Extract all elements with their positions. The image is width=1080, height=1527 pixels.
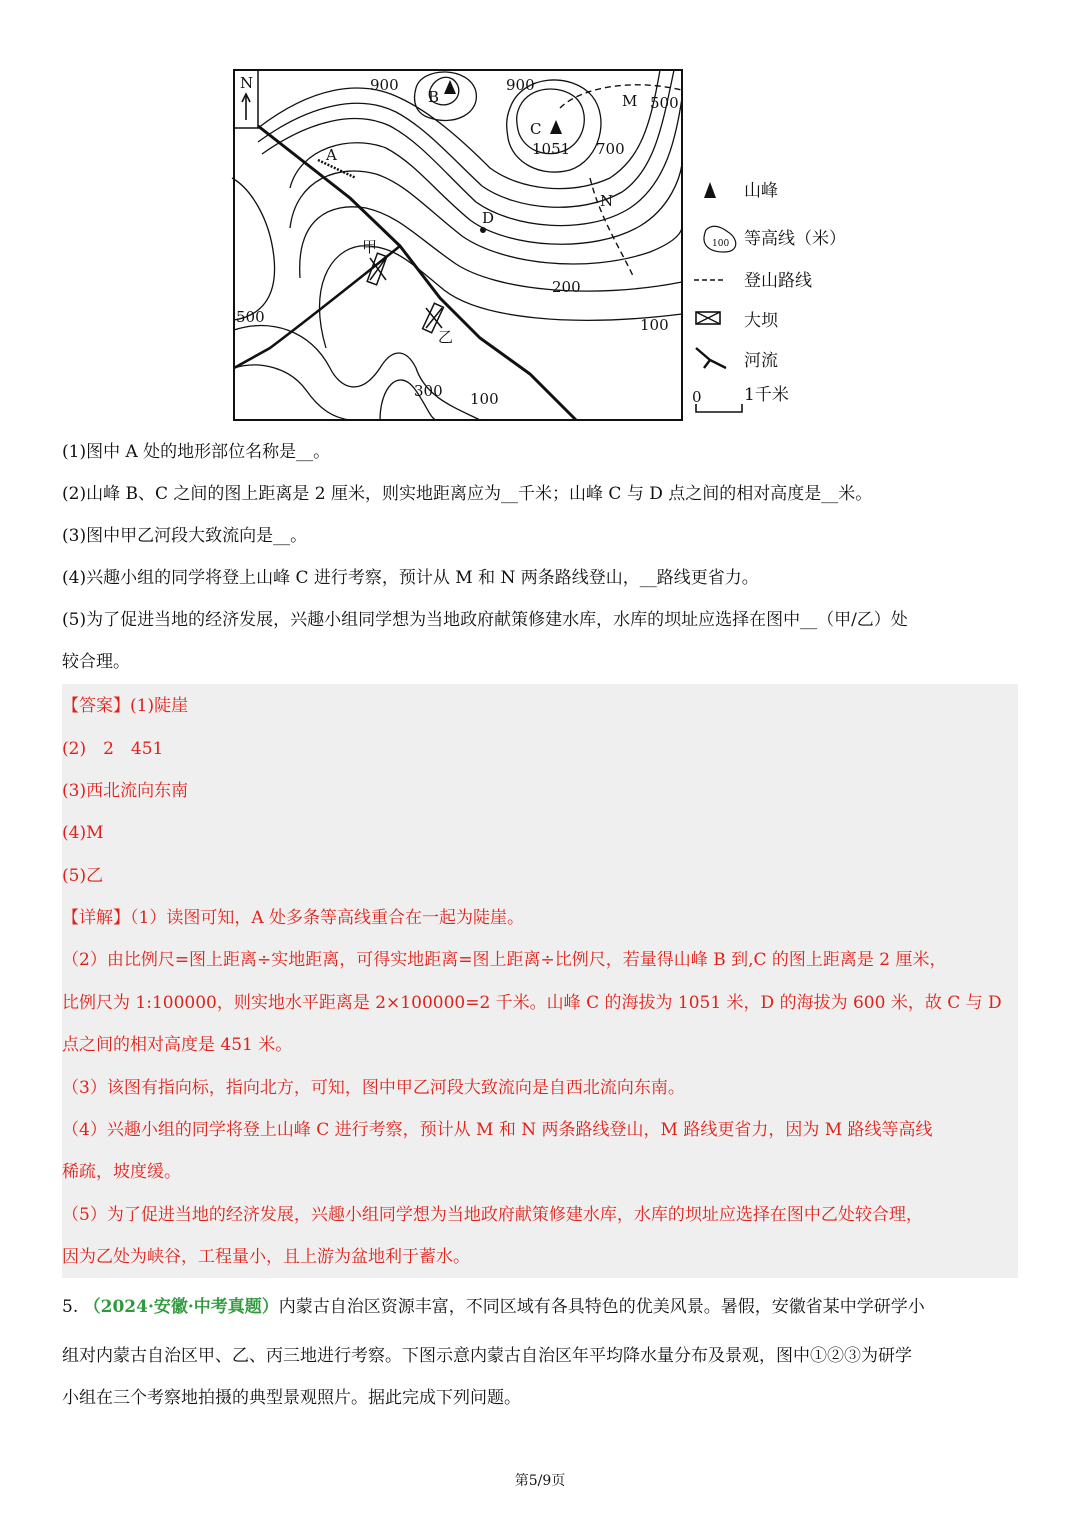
legend-contour-label: 等高线（米） xyxy=(744,229,846,249)
point-d-label: D xyxy=(482,209,495,227)
cliff-hatch xyxy=(318,160,356,178)
contour-500-b: 500 xyxy=(236,308,265,326)
contour-icon-value: 100 xyxy=(712,239,730,249)
contour-map-figure xyxy=(230,68,870,424)
question-5-line-1 xyxy=(62,1295,925,1319)
answer-panel xyxy=(62,684,1018,1278)
detail-line-7: 稀疏，坡度缓。 xyxy=(62,1162,181,1182)
answer-line-3: (3)西北流向东南 xyxy=(62,781,189,801)
question-5-line-2: 组对内蒙古自治区甲、乙、丙三地进行考察。下图示意内蒙古自治区年平均降水量分布及景观，图中①②③为研学 xyxy=(62,1346,912,1366)
map-frame xyxy=(234,70,682,420)
contour-200: 200 xyxy=(552,278,581,296)
contour-lines xyxy=(232,70,682,420)
answer-line-5: (5)乙 xyxy=(62,866,104,886)
question-1: (1)图中 A 处的地形部位名称是__。 xyxy=(62,442,331,462)
yi-label: 乙 xyxy=(438,328,454,346)
scale-distance-label: 1千米 xyxy=(744,385,789,405)
detail-line-6: （4）兴趣小组的同学将登上山峰 C 进行考察，预计从 M 和 N 两条路线登山，M 路线更省力，因为 M 路线等高线 xyxy=(62,1120,933,1140)
route-n-label: N xyxy=(600,192,614,210)
contour-100-a: 100 xyxy=(640,316,669,334)
legend-river-label: 河流 xyxy=(744,351,778,371)
legend-trail-label: 登山路线 xyxy=(744,271,812,291)
jia-label: 甲 xyxy=(362,238,378,256)
answer-line-1 xyxy=(62,694,188,718)
point-d-dot xyxy=(480,227,486,233)
scale-zero-label: 0 xyxy=(692,388,702,406)
answer-tag: 【答案】 xyxy=(62,696,130,716)
detail-line-5: （3）该图有指向标，指向北方，可知，图中甲乙河段大致流向是自西北流向东南。 xyxy=(62,1078,685,1098)
answer-text-1: (1)陡崖 xyxy=(130,696,189,716)
question-4: (4)兴趣小组的同学将登上山峰 C 进行考察，预计从 M 和 N 两条路线登山，__路线更省力。 xyxy=(62,568,759,588)
detail-line-2: （2）由比例尺=图上距离÷实地距离，可得实地距离=图上距离÷比例尺，若量得山峰 B 到,C 的图上距离是 2 厘米， xyxy=(62,950,947,970)
question-number: 5. xyxy=(62,1297,79,1317)
question-source-tag: （2024·安徽·中考真题） xyxy=(83,1297,279,1317)
contour-900-a: 900 xyxy=(370,76,399,94)
route-m-label: M xyxy=(622,92,638,110)
peak-b-icon xyxy=(444,80,456,94)
question-2: (2)山峰 B、C 之间的图上距离是 2 厘米，则实地距离应为__千米；山峰 C 与 D 点之间的相对高度是__米。 xyxy=(62,484,873,504)
question-3: (3)图中甲乙河段大致流向是__。 xyxy=(62,526,308,546)
detail-line-3: 比例尺为 1:100000，则实地水平距离是 2×100000=2 千米。山峰 C 的海拔为 1051 米，D 的海拔为 600 米，故 C 与 D xyxy=(62,993,1002,1013)
legend-peak-label: 山峰 xyxy=(744,181,778,201)
peak-c-label: C xyxy=(530,120,542,138)
answer-line-4: (4)M xyxy=(62,823,104,843)
detail-tag: 【详解】 xyxy=(62,908,130,928)
detail-line-1 xyxy=(62,906,524,930)
contour-700: 700 xyxy=(596,140,625,158)
page-number: 第5/9页 xyxy=(514,1473,566,1489)
contour-300: 300 xyxy=(414,382,443,400)
legend-dam-label: 大坝 xyxy=(744,311,778,331)
question-5-text-1: 内蒙古自治区资源丰富，不同区域有各具特色的优美风景。暑假，安徽省某中学研学小 xyxy=(278,1297,925,1317)
scale-bar xyxy=(696,404,742,412)
peak-icon xyxy=(704,182,716,198)
contour-100-b: 100 xyxy=(470,390,499,408)
river-icon xyxy=(696,348,726,368)
detail-text-1: （1）读图可知，A 处多条等高线重合在一起为陡崖。 xyxy=(130,908,524,928)
question-5-line-3: 小组在三个考察地拍摄的典型景观照片。据此完成下列问题。 xyxy=(62,1388,521,1408)
detail-line-8: （5）为了促进当地的经济发展，兴趣小组同学想为当地政府献策修建水库，水库的坝址应选择在图中乙处较合理， xyxy=(62,1205,923,1225)
answer-line-2: (2) 2 451 xyxy=(62,739,164,759)
question-5-continued: 较合理。 xyxy=(62,652,130,672)
detail-line-4: 点之间的相对高度是 451 米。 xyxy=(62,1035,293,1055)
question-5: (5)为了促进当地的经济发展，兴趣小组同学想为当地政府献策修建水库，水库的坝址应选择在图中__（甲/乙）处 xyxy=(62,610,908,630)
contour-900-b: 900 xyxy=(506,76,535,94)
north-label: N xyxy=(240,74,254,92)
peak-c-icon xyxy=(550,120,562,134)
peak-b-label: B xyxy=(428,88,440,106)
point-a-label: A xyxy=(326,146,337,164)
contour-500-a: 500 xyxy=(650,94,679,112)
detail-line-9: 因为乙处为峡谷，工程量小，且上游为盆地利于蓄水。 xyxy=(62,1247,470,1267)
peak-c-height: 1051 xyxy=(532,140,571,158)
